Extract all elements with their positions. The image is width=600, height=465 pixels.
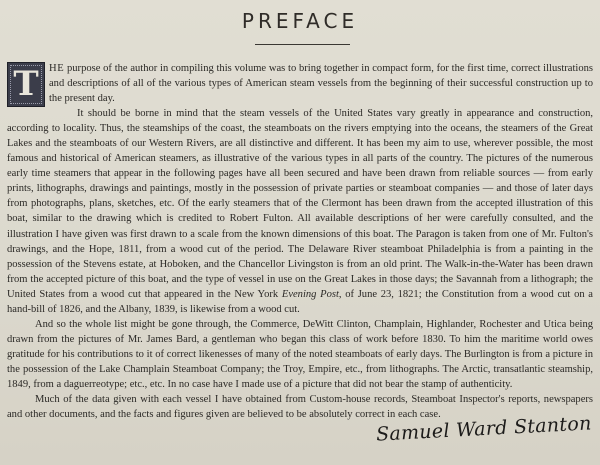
paragraph-2 — [7, 106, 593, 317]
drop-cap-ornament — [7, 62, 45, 107]
paragraph-3 — [7, 317, 593, 392]
page-title: PREFACE — [241, 9, 359, 33]
paragraph-2-after: , of June 23, 1821; the Constitution from a wood cut on a hand-bill of 1826, and the Albany, 1839, is likewise from a wood cut. — [7, 288, 593, 315]
paragraph-1 — [7, 61, 593, 106]
paragraph-2-italic: Evening Post — [281, 288, 339, 300]
paragraph-1-lead: HE — [49, 63, 65, 74]
author-signature: Samuel Ward Stanton — [375, 412, 593, 446]
paragraph-2-text: It should be borne in mind that the steam vessels of the United States vary greatly in appearance and construction, according to locality. Thus, the steamships of the coast, the steamboats on the rivers emptying into the oceans, the steamers of the Great Lakes and the steamboats of our Western Rivers, are all distinctive and different. It has been my aim to use, wherever possible, the most famous and historical of American steamers, as illustrative of the various types in all parts of the country. The pictures of the numerous early time steamers that appear in the following pages have all been secured and have been drawn from reliable sources — from early prints, lithographs, drawings and paintings, mostly in the possession of private parties or steamboat companies — and those of later days from photographs, plans, sketches, etc. Of the early steamers that of the Clermont has been drawn from the accepted illustration of this boat, similar to the drawing which is credited to Robert Fulton. All available descriptions of her were carefully consulted, and the illustration I have given was first drawn to a scale from the known dimensions of this boat. The Paragon is taken from one of Mr. Fulton's drawings, and the Hope, 1811, from a wood cut of the period. The Delaware River steamboat Philadelphia is from a painting in the possession of the Stevens estate, at Hoboken, and the Chancellor Livingston is from an old print. The Walk-in-the-Water has been drawn from the accepted picture of this boat, and the type of vessel in use on the Great Lakes in those days; the Savannah from a lithograph; the United States from a wood cut that appeared in the New York — [7, 108, 593, 300]
drop-cap-letter: T — [13, 64, 39, 104]
paragraph-3-text: And so the whole list might be gone through, the Commerce, DeWitt Clinton, Champlain, Highlander, Rochester and Utica being drawn from the pictures of Mr. James Bard, a gentleman who began this class of work before 1830. To him the maritime world owes gratitude for his contributions to it of correct likenesses of many of the noted steamboats of early days. The Burlington is from a picture in the possession of the Lake Champlain Steamboat Company; the Troy, Empire, etc., from lithographs. The Arctic, transatlantic steamship, 1849, from a daguerreotype; etc., etc. In no case have I made use of a picture that did not bear the stamp of authenticity. — [7, 318, 593, 390]
preface-body — [7, 61, 593, 422]
paragraph-4-text: Much of the data given with each vessel I have obtained from Custom-house records, Steamboat Inspector's reports, newspapers and other documents, and the facts and figures given are believed to be absolutely correct in each case. — [7, 394, 593, 421]
paragraph-1-text: purpose of the author in compiling this volume was to bring together in compact form, for the first time, correct illustrations and descriptions of all of the various types of American steam vessels from the beginning of their successful construction up to the present day. — [49, 63, 593, 105]
title-rule — [255, 44, 350, 45]
